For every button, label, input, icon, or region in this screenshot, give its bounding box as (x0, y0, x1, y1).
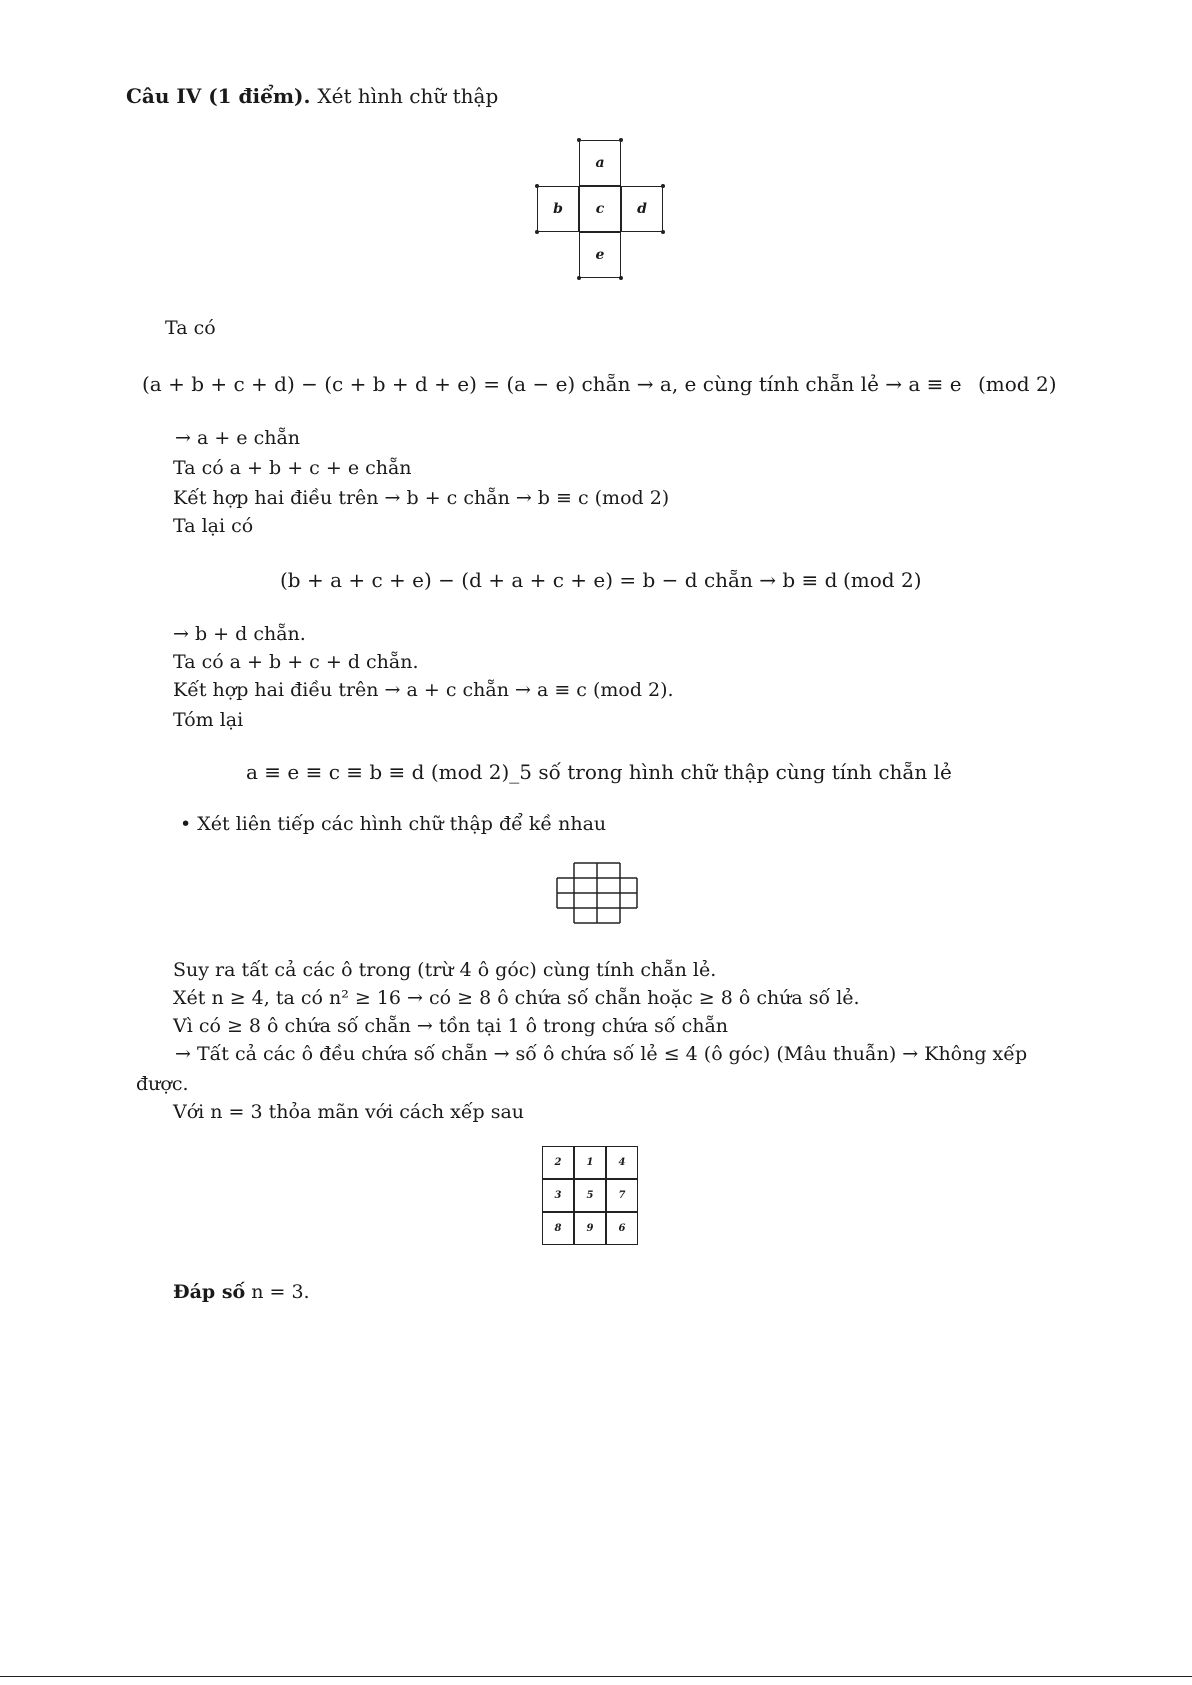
answer-label: Đáp số (173, 1281, 246, 1303)
equation-2-mod: (mod 2) (843, 568, 922, 592)
answer (173, 1280, 310, 1304)
grid-cell: 3 (542, 1179, 574, 1212)
text-a-c: Kết hợp hai điều trên → a + c chẵn → a ≡ c (mod 2). (173, 679, 674, 701)
cross-cell-b: b (537, 186, 579, 232)
cross-cell-e: e (579, 232, 621, 278)
cross-cell-a: a (579, 140, 621, 186)
adjacent-crosses-figure (556, 862, 638, 924)
grid-cell: 7 (606, 1179, 638, 1212)
cross-cell-c: c (579, 186, 621, 232)
text-a-b-c-e: Ta có a + b + c + e chẵn (173, 457, 412, 479)
question-number: Câu IV (1 điểm). (126, 84, 311, 108)
text-xet-n: Xét n ≥ 4, ta có n² ≥ 16 → có ≥ 8 ô chứa số chẵn hoặc ≥ 8 ô chứa số lẻ. (173, 987, 860, 1009)
grid-cell: 1 (574, 1146, 606, 1179)
grid-3x3 (542, 1146, 638, 1245)
text-voi-n3: Với n = 3 thỏa mãn với cách xếp sau (173, 1101, 525, 1123)
text-ta-lai-co: Ta lại có (173, 515, 254, 537)
grid-cell: 5 (574, 1179, 606, 1212)
text-vi-co: Vì có ≥ 8 ô chứa số chẵn → tồn tại 1 ô trong chứa số chẵn (173, 1015, 729, 1037)
grid-cell: 6 (606, 1212, 638, 1245)
text-tat-ca: → Tất cả các ô đều chứa số chẵn → số ô chứa số lẻ ≤ 4 (ô góc) (Mâu thuẫn) → Không xếp (175, 1043, 1028, 1065)
grid-cell: 9 (574, 1212, 606, 1245)
grid-cell: 4 (606, 1146, 638, 1179)
equation-1: (a + b + c + d) − (c + b + d + e) = (a − e) chẵn → a, e cùng tính chẵn lẻ → a ≡ e (142, 372, 962, 396)
text-b-plus-d: → b + d chẵn. (173, 623, 306, 645)
equation-2: (b + a + c + e) − (d + a + c + e) = b − d chẵn → b ≡ d (280, 568, 838, 592)
answer-value: n = 3. (251, 1281, 310, 1303)
text-a-b-c-d: Ta có a + b + c + d chẵn. (173, 651, 419, 673)
bottom-rule (0, 1676, 1192, 1677)
text-ta-co: Ta có (165, 317, 216, 339)
text-tom-lai: Tóm lại (173, 709, 244, 731)
grid-cell: 2 (542, 1146, 574, 1179)
equation-1-mod: (mod 2) (978, 372, 1057, 396)
text-a-plus-e: → a + e chẵn (175, 427, 301, 449)
text-suy-ra: Suy ra tất cả các ô trong (trừ 4 ô góc) cùng tính chẵn lẻ. (173, 959, 717, 981)
cross-cell-d: d (621, 186, 663, 232)
bullet-text: • Xét liên tiếp các hình chữ thập để kề nhau (180, 813, 607, 835)
question-prompt: Xét hình chữ thập (317, 84, 499, 108)
grid-cell: 8 (542, 1212, 574, 1245)
text-duoc: được. (136, 1073, 189, 1095)
cross-figure (537, 140, 663, 278)
equation-3: a ≡ e ≡ c ≡ b ≡ d (mod 2)_5 số trong hình chữ thập cùng tính chẵn lẻ (246, 760, 952, 784)
text-b-c: Kết hợp hai điều trên → b + c chẵn → b ≡ c (mod 2) (173, 487, 670, 509)
question-title (126, 84, 498, 108)
